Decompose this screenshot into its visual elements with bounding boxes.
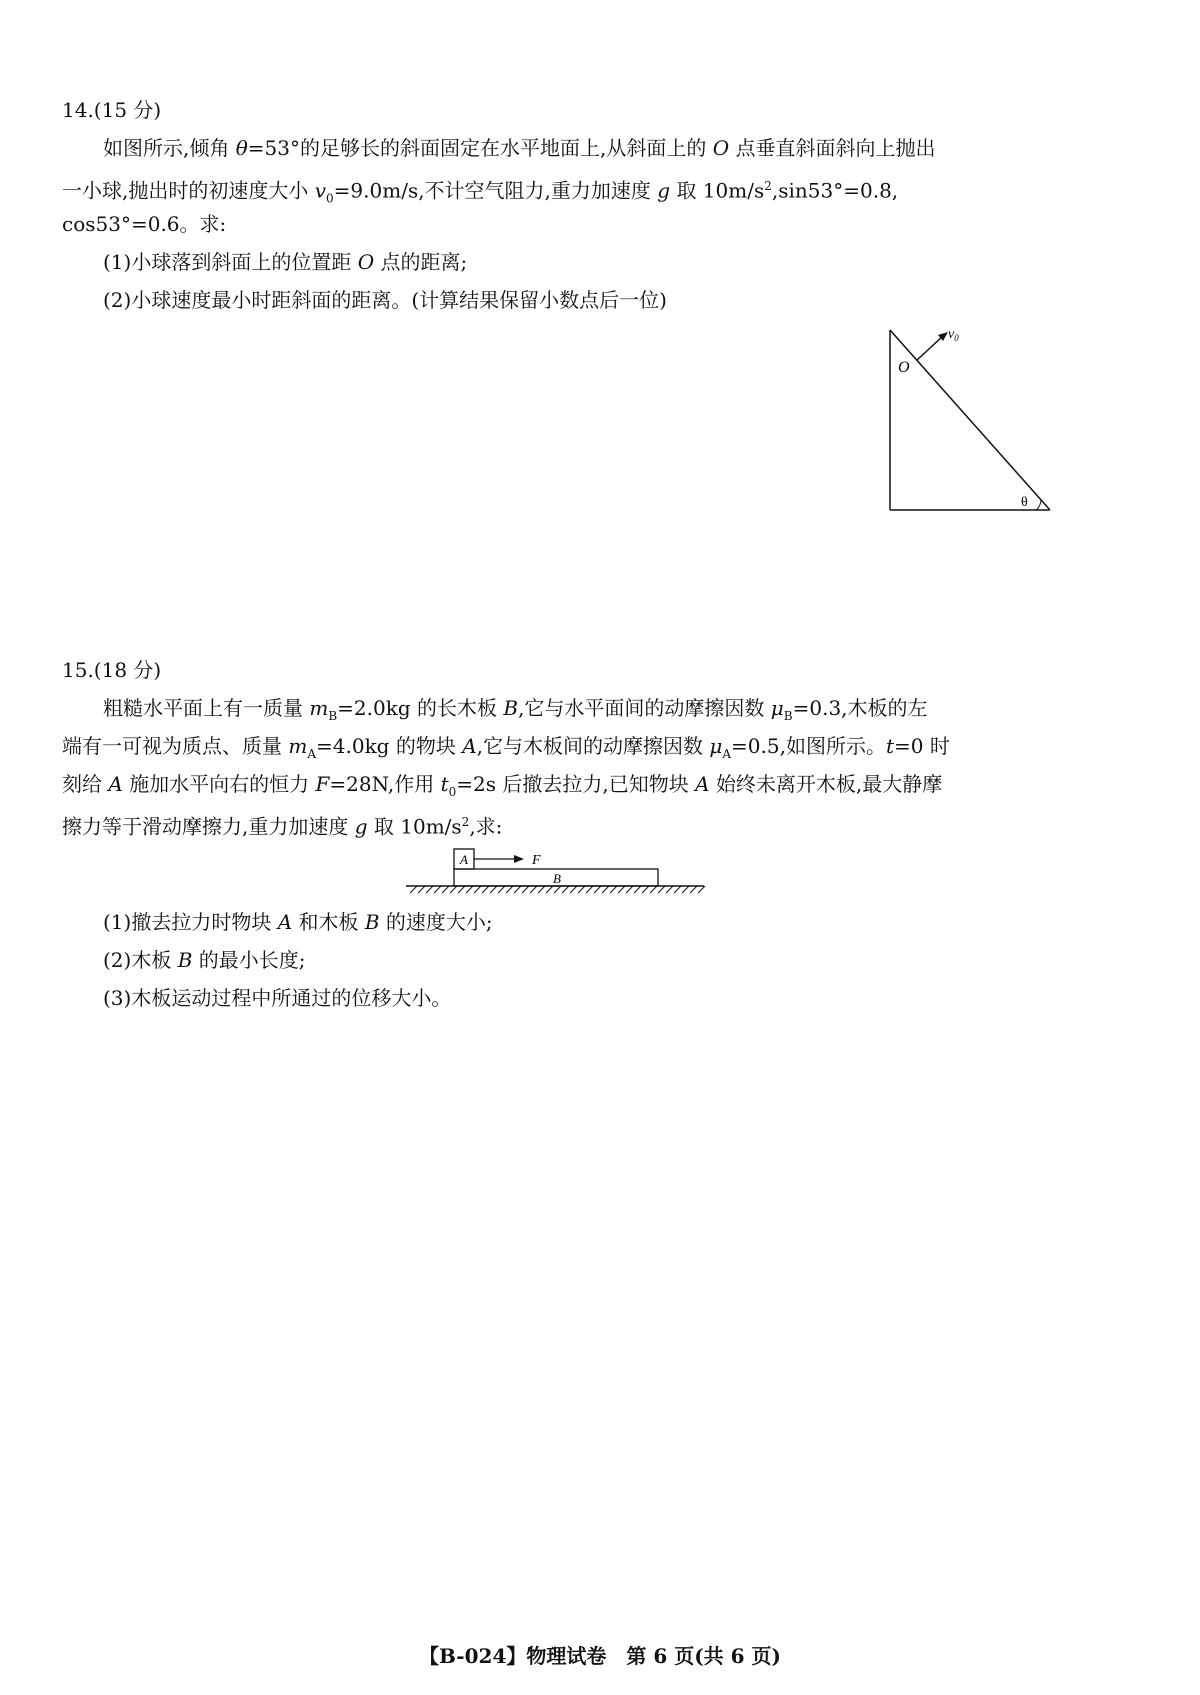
hatch-mark: [506, 886, 513, 893]
q15-line1: 粗糙水平面上有一质量 $m_B=2.0kg$ 的长木板 B,它与水平面间的动摩擦因数 $\mu_B=0.3$,木板的左: [103, 696, 928, 723]
q14-line2: 一小球,抛出时的初速度大小 $v_0=9.0m/s$,不计空气阻力,重力加速度 g 取 $10m/s^2,\sin 53^\circ=0.8$,: [62, 178, 899, 206]
hatch-mark: [458, 886, 465, 893]
hatch-mark: [570, 886, 577, 893]
q15-sub1: (1)撤去拉力时物块 A 和木板 B 的速度大小;: [103, 910, 493, 934]
hatch-mark: [482, 886, 489, 893]
q14-sub2: (2)小球速度最小时距斜面的距离。(计算结果保留小数点后一位): [103, 288, 667, 312]
ground-hatching: [410, 886, 705, 893]
hatch-mark: [666, 886, 673, 893]
hatch-mark: [434, 886, 441, 893]
hatch-mark: [442, 886, 449, 893]
hatch-mark: [650, 886, 657, 893]
hatch-mark: [658, 886, 665, 893]
hatch-mark: [578, 886, 585, 893]
hatch-mark: [538, 886, 545, 893]
hatch-mark: [490, 886, 497, 893]
hatch-mark: [674, 886, 681, 893]
hatch-mark: [426, 886, 433, 893]
hatch-mark: [514, 886, 521, 893]
hatch-mark: [618, 886, 625, 893]
hatch-mark: [546, 886, 553, 893]
hatch-mark: [418, 886, 425, 893]
block-board-figure: [400, 845, 710, 901]
velocity-label: $v_0$: [948, 327, 959, 343]
hatch-mark: [626, 886, 633, 893]
q14-heading: 14.(15 分): [62, 98, 162, 122]
hatch-mark: [698, 886, 705, 893]
hatch-mark: [634, 886, 641, 893]
hatch-mark: [474, 886, 481, 893]
theta-label: θ: [1021, 495, 1028, 510]
hatch-mark: [450, 886, 457, 893]
hatch-mark: [554, 886, 561, 893]
q15-sub2: (2)木板 B 的最小长度;: [103, 948, 306, 972]
page-footer: 【B-024】物理试卷 第 6 页(共 6 页): [419, 1644, 781, 1668]
block-a-label: A: [460, 852, 468, 867]
incline-slope: [890, 330, 1050, 510]
hatch-mark: [586, 886, 593, 893]
hatch-mark: [682, 886, 689, 893]
hatch-mark: [522, 886, 529, 893]
force-label: F: [532, 853, 541, 868]
q15-line2: 端有一可视为质点、质量 $m_A=4.0kg$ 的物块 A,它与木板间的动摩擦因数 $\mu_A=0.5$,如图所示。t=0 时: [62, 734, 950, 761]
board-b-label: B: [553, 871, 561, 886]
point-o-label: O: [898, 359, 910, 376]
hatch-mark: [530, 886, 537, 893]
q15-line3: 刻给 A 施加水平向右的恒力 F=28N,作用 $t_0=2s$ 后撤去拉力,已知物块 A 始终未离开木板,最大静摩: [62, 772, 943, 799]
hatch-mark: [410, 886, 417, 893]
hatch-mark: [594, 886, 601, 893]
hatch-mark: [642, 886, 649, 893]
q14-line3: cos53°=0.6。求:: [62, 212, 227, 236]
hatch-mark: [690, 886, 697, 893]
hatch-mark: [602, 886, 609, 893]
hatch-mark: [466, 886, 473, 893]
force-arrowhead: [514, 855, 524, 863]
q15-line4: 擦力等于滑动摩擦力,重力加速度 g 取 $10m/s^2$,求:: [62, 814, 503, 839]
hatch-mark: [498, 886, 505, 893]
incline-figure: [880, 320, 1070, 520]
hatch-mark: [562, 886, 569, 893]
angle-arc: [1036, 500, 1041, 510]
q14-line1: 如图所示,倾角 θ=53°的足够长的斜面固定在水平地面上,从斜面上的 O 点垂直斜面斜向上抛出: [103, 136, 936, 160]
q14-sub1: (1)小球落到斜面上的位置距 O 点的距离;: [103, 250, 468, 274]
q15-sub3: (3)木板运动过程中所通过的位移大小。: [103, 986, 452, 1010]
q15-heading: 15.(18 分): [62, 658, 162, 682]
velocity-arrow: [917, 336, 943, 360]
hatch-mark: [610, 886, 617, 893]
